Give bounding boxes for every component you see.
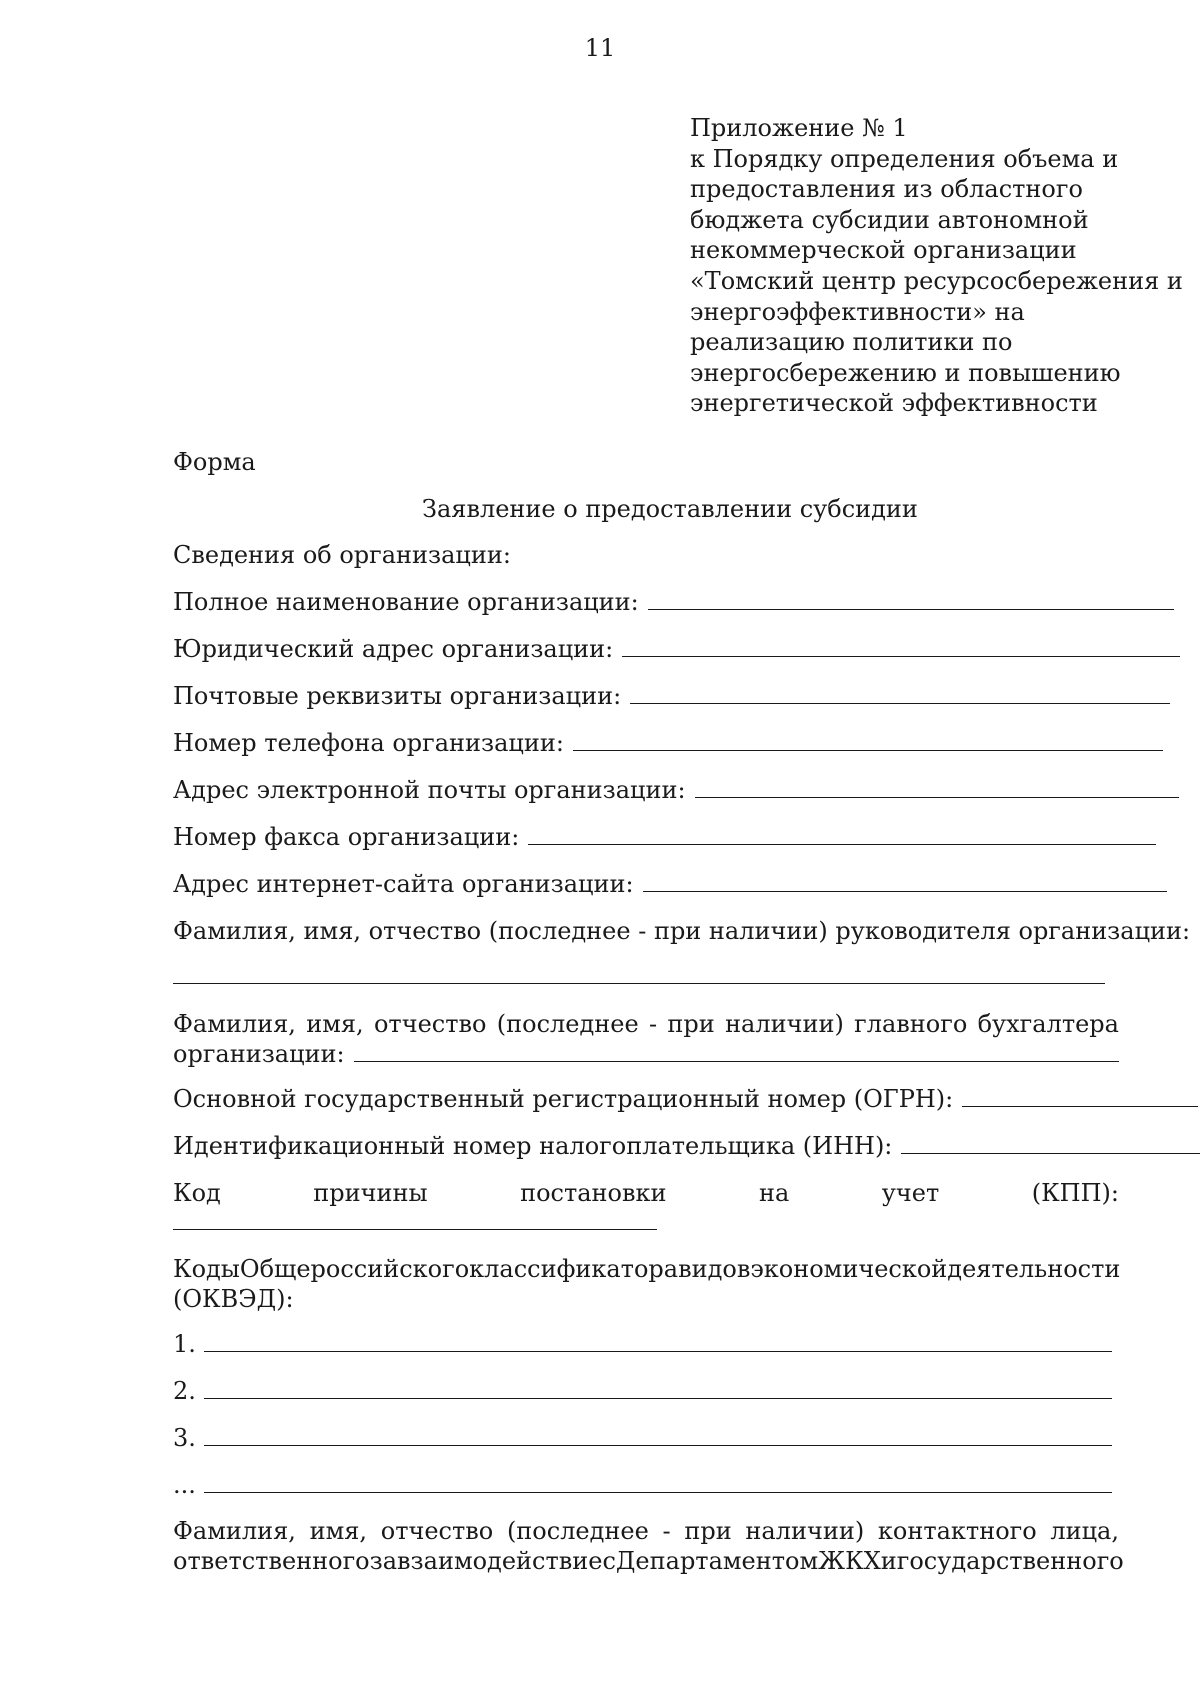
full-name-label: Полное наименование организации:: [173, 588, 639, 616]
annex-line: предоставления из областного: [690, 175, 1083, 204]
head-name-field: [173, 916, 1190, 946]
word: главного: [854, 1010, 968, 1038]
section-label: Сведения об организации:: [173, 541, 511, 569]
full-name-blank[interactable]: [648, 587, 1174, 610]
ogrn-field: [173, 1084, 1198, 1114]
website-blank[interactable]: [643, 869, 1167, 892]
accountant-label-tail: организации:: [173, 1040, 345, 1068]
word: за: [369, 1547, 398, 1575]
word: (КПП):: [1031, 1179, 1119, 1207]
postal-details-field: [173, 681, 1170, 711]
okved-item-blank[interactable]: [204, 1376, 1112, 1399]
word: классификатора: [469, 1255, 679, 1283]
word: учет: [881, 1179, 940, 1207]
fax-blank[interactable]: [528, 822, 1156, 845]
okved-item-number: 2.: [173, 1377, 196, 1405]
annex-line: некоммерческой организации: [690, 236, 1077, 265]
legal-address-field: [173, 634, 1180, 664]
word: (последнее: [506, 1517, 649, 1545]
word: имя,: [309, 1517, 368, 1545]
annex-line: реализацию политики по: [690, 328, 1013, 357]
word: Код: [173, 1179, 221, 1207]
word: взаимодействие: [397, 1547, 603, 1575]
accountant-field: [173, 1009, 1119, 1069]
fax-field: [173, 822, 1156, 852]
legal-address-label: Юридический адрес организации:: [173, 635, 614, 663]
contact-label-line-2: [173, 1546, 1124, 1576]
word: видов: [678, 1255, 751, 1283]
okved-item-2: [173, 1376, 1112, 1406]
phone-blank[interactable]: [573, 728, 1163, 751]
word: Фамилия,: [173, 1010, 296, 1038]
annex-line: энергетической эффективности: [690, 389, 1098, 418]
word: причины: [313, 1179, 428, 1207]
website-label: Адрес интернет-сайта организации:: [173, 870, 634, 898]
word: Фамилия,: [173, 1517, 296, 1545]
okved-item-blank[interactable]: [204, 1423, 1112, 1446]
word: наличии): [745, 1517, 865, 1545]
contact-field: [173, 1516, 1124, 1576]
okved-item-more: [173, 1470, 1112, 1500]
full-name-field: [173, 587, 1174, 617]
phone-label: Номер телефона организации:: [173, 729, 564, 757]
legal-address-blank[interactable]: [622, 634, 1180, 657]
ogrn-blank[interactable]: [962, 1084, 1198, 1107]
fax-label: Номер факса организации:: [173, 823, 520, 851]
word: государственного: [896, 1547, 1124, 1575]
word: и: [880, 1547, 897, 1575]
page-number: 11: [584, 34, 616, 62]
word: ответственного: [173, 1547, 370, 1575]
form-label: Форма: [173, 448, 256, 476]
word: лица,: [1050, 1517, 1119, 1545]
annex-line: энергоэффективности» на: [690, 297, 1025, 326]
email-blank[interactable]: [695, 775, 1179, 798]
ogrn-label: Основной государственный регистрационный номер (ОГРН):: [173, 1085, 954, 1113]
okved-item-3: [173, 1423, 1112, 1453]
email-field: [173, 775, 1179, 805]
okved-item-number: 3.: [173, 1424, 196, 1452]
word: бухгалтера: [977, 1010, 1119, 1038]
word: контактного: [877, 1517, 1037, 1545]
head-name-blank[interactable]: [173, 983, 1105, 984]
word: (последнее: [496, 1010, 639, 1038]
okved-label-line: [173, 1254, 1119, 1284]
annex-line: к Порядку определения объема и: [690, 144, 1119, 173]
word: при: [684, 1517, 732, 1545]
inn-blank[interactable]: [901, 1131, 1200, 1154]
annex-line: Приложение № 1: [690, 114, 908, 142]
word: ЖКХ: [818, 1547, 881, 1575]
word: Общероссийского: [239, 1255, 470, 1283]
kpp-label-line: [173, 1178, 1119, 1208]
postal-details-blank[interactable]: [630, 681, 1170, 704]
word: при: [667, 1010, 715, 1038]
okved-label-line-2: (ОКВЭД):: [173, 1285, 294, 1313]
word: отчество: [380, 1517, 494, 1545]
okved-item-number: 1.: [173, 1330, 196, 1358]
annex-header: [690, 113, 1183, 419]
website-field: [173, 869, 1167, 899]
kpp-blank[interactable]: [173, 1229, 657, 1230]
word: на: [758, 1179, 790, 1207]
annex-line: «Томский центр ресурсосбережения и: [690, 266, 1183, 295]
okved-item-blank[interactable]: [204, 1470, 1112, 1493]
okved-field: [173, 1254, 1119, 1314]
accountant-label-line: [173, 1009, 1119, 1039]
word: -: [662, 1517, 671, 1545]
inn-label: Идентификационный номер налогоплательщика (ИНН):: [173, 1132, 893, 1160]
accountant-label-line-2: [173, 1039, 1119, 1069]
annex-line: бюджета субсидии автономной: [690, 205, 1089, 234]
word: постановки: [520, 1179, 667, 1207]
okved-item-1: [173, 1329, 1112, 1359]
contact-label-line: [173, 1516, 1119, 1546]
okved-item-number: ...: [173, 1471, 196, 1499]
phone-field: [173, 728, 1163, 758]
okved-item-blank[interactable]: [204, 1329, 1112, 1352]
annex-line: энергосбережению и повышению: [690, 358, 1121, 387]
word: деятельности: [947, 1255, 1121, 1283]
word: Коды: [173, 1255, 240, 1283]
postal-details-label: Почтовые реквизиты организации:: [173, 682, 622, 710]
accountant-blank[interactable]: [354, 1039, 1119, 1062]
word: -: [648, 1010, 658, 1038]
word: имя,: [306, 1010, 364, 1038]
word: Департаментом: [615, 1547, 819, 1575]
document-title: Заявление о предоставлении субсидии: [422, 495, 918, 523]
inn-field: [173, 1131, 1200, 1161]
word: экономической: [750, 1255, 948, 1283]
word: с: [602, 1547, 616, 1575]
kpp-field: [173, 1178, 1119, 1208]
head-name-label: Фамилия, имя, отчество (последнее - при наличии) руководителя организации:: [173, 917, 1191, 945]
email-label: Адрес электронной почты организации:: [173, 776, 686, 804]
word: наличии): [725, 1010, 844, 1038]
word: отчество: [373, 1010, 487, 1038]
